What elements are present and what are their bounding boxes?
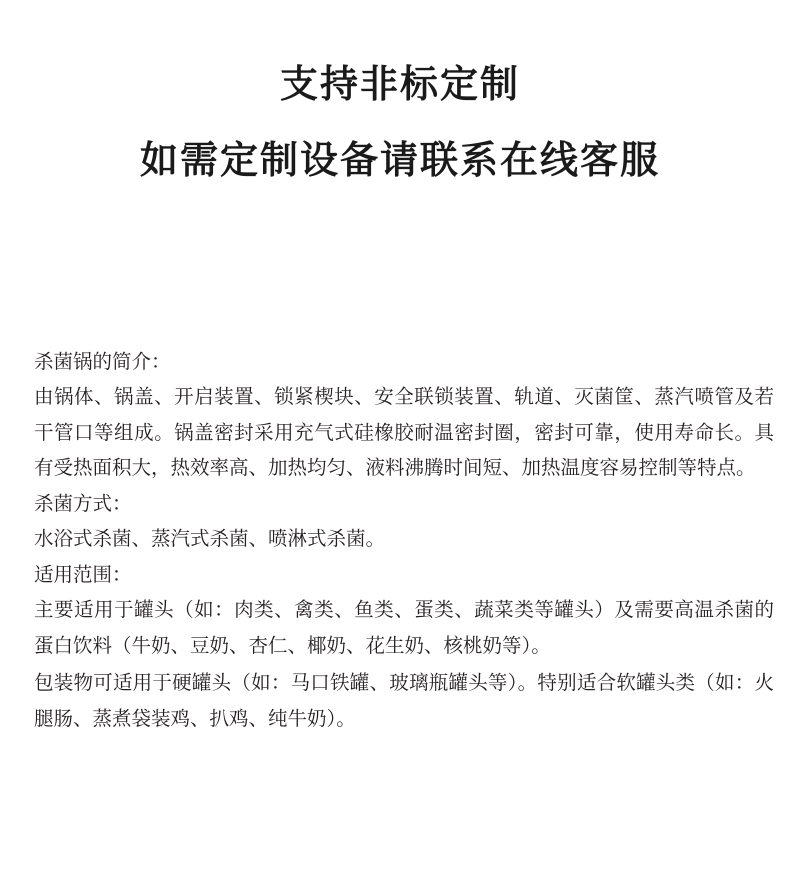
section-label-sterilization-methods: 杀菌方式： [34, 493, 132, 515]
headline-primary: 支持非标定制 [279, 64, 520, 106]
section-text-sterilization-methods: 水浴式杀菌、蒸汽式杀菌、喷淋式杀菌。 [34, 529, 386, 551]
section-label-application-scope: 适用范围： [34, 564, 132, 586]
headline-secondary: 如需定制设备请联系在线客服 [139, 139, 660, 182]
section-text-application-scope-continued: 包装物可适用于硬罐头（如：马口铁罐、玻璃瓶罐头等）。特别适合软罐头类（如：火腿肠、蒸煮袋装鸡、扒鸡、纯牛奶）。 [34, 673, 774, 730]
body-content [34, 345, 774, 737]
section-label-intro: 杀菌锅的简介： [34, 352, 171, 373]
section-text-intro: 由锅体、锅盖、开启装置、锁紧楔块、安全联锁装置、轨道、灭菌筐、蒸汽喷管及若干管口等组成。锅盖密封采用充气式硅橡胶耐温密封圈，密封可靠，使用寿命长。具有受热面积大，热效率高、加热均匀、液料沸腾时间短、加热温度容易控制等特点。 [34, 387, 774, 480]
section-text-application-scope: 主要适用于罐头（如：肉类、禽类、鱼类、蛋类、蔬菜类等罐头）及需要高温杀菌的蛋白饮料（牛奶、豆奶、杏仁、椰奶、花生奶、核桃奶等）。 [34, 600, 774, 657]
